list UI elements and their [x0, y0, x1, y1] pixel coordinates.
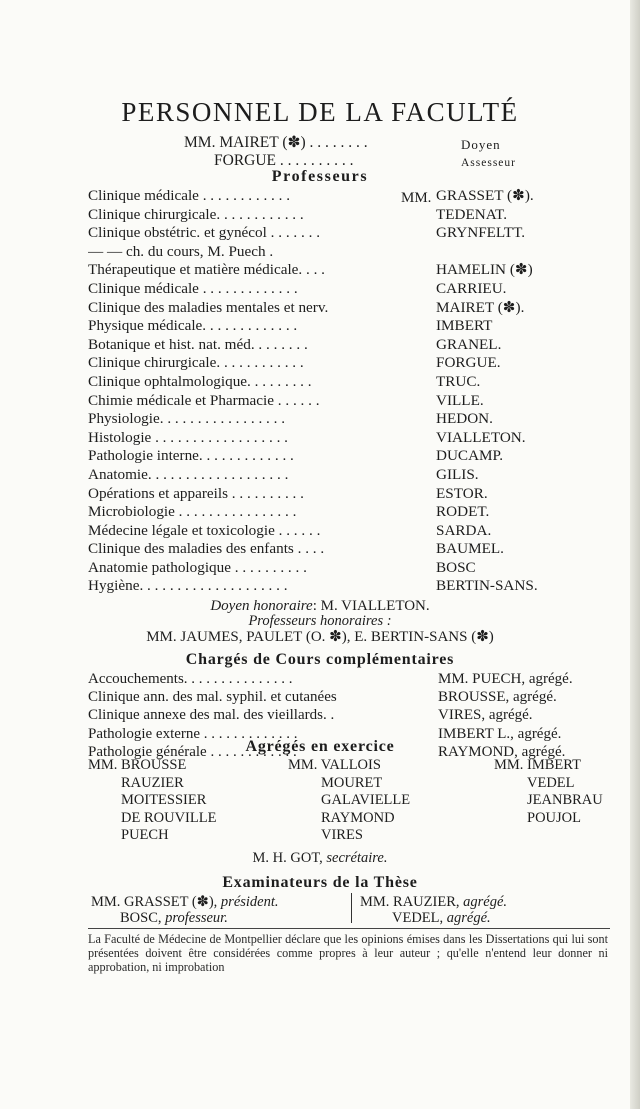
examinateur-name: VEDEL,: [392, 910, 444, 926]
professor-name: IMBERT: [436, 317, 493, 335]
professeur-row: [88, 392, 568, 411]
officer-role: Doyen: [461, 137, 501, 152]
chair-label: Clinique médicale . . . . . . . . . . . .: [88, 187, 291, 204]
chair-label: Clinique médicale . . . . . . . . . . . . .: [88, 279, 298, 297]
honoraire-value: : M. VIALLETON.: [312, 598, 430, 614]
examinateur-left-2: [120, 909, 228, 927]
charge-row: [88, 688, 588, 706]
chair-label: Microbiologie . . . . . . . . . . . . . . . .: [88, 503, 297, 521]
secretaire-line: [0, 849, 640, 867]
lecturer-name: RAYMOND, agrégé.: [438, 743, 566, 760]
professeur-row: [88, 466, 568, 485]
professor-name: GILIS.: [436, 465, 479, 483]
professeur-row: [88, 559, 568, 578]
professeur-row: [88, 354, 568, 373]
examinateur-name: MM. GRASSET (✽),: [91, 894, 218, 910]
professor-name: GRASSET (✽).: [436, 187, 534, 204]
examinateur-role: agrégé.: [446, 910, 491, 926]
agrege-name: POUJOL: [527, 809, 581, 826]
agrege-name: MOURET: [321, 774, 383, 791]
professeur-row: [88, 261, 568, 280]
professeur-row: [88, 280, 568, 299]
agreges-columns: [88, 757, 608, 845]
chair-label: Thérapeutique et matière médicale. . . .: [88, 261, 325, 279]
professeur-row: [88, 243, 568, 262]
professor-name: HEDON.: [436, 410, 493, 428]
chair-label: Physiologie. . . . . . . . . . . . . . . . .: [88, 410, 286, 428]
page-edge: [630, 0, 640, 1109]
chair-label: — — ch. du cours, M. Puech .: [88, 242, 274, 260]
agrege-name: RAUZIER: [121, 774, 184, 791]
prof-honoraires-label: Professeurs honoraires :: [248, 613, 392, 629]
professeur-row: [88, 577, 568, 596]
professeur-row: [88, 485, 568, 504]
agrege-name: MOITESSIER: [121, 792, 207, 809]
agrege-name: VIRES: [321, 827, 363, 844]
course-label: Accouchements. . . . . . . . . . . . . . .: [88, 671, 293, 687]
chair-label: Botanique et hist. nat. méd. . . . . . . .: [88, 335, 308, 353]
lecturer-name: VIRES, agrégé.: [438, 707, 533, 724]
lecturer-name: MM. PUECH, agrégé.: [438, 671, 573, 687]
course-label: Clinique annexe des mal. des vieillards. .: [88, 707, 335, 724]
chair-label: Physique médicale. . . . . . . . . . . . .: [88, 317, 298, 335]
professor-name: VILLE.: [436, 391, 484, 409]
examinateur-name: MM. RAUZIER,: [360, 894, 460, 910]
agrege-name: PUECH: [121, 827, 169, 844]
honoraire-label: Doyen honoraire: [210, 598, 313, 614]
examinateur-role: professeur.: [165, 910, 228, 926]
agrege-name: JEANBRAU: [527, 792, 603, 809]
lecturer-name: IMBERT L., agrégé.: [438, 725, 562, 742]
chair-label: Anatomie. . . . . . . . . . . . . . . . . . .: [88, 465, 289, 483]
section-heading-examinateurs: Examinateurs de la Thèse: [222, 874, 418, 891]
disclaimer-note: La Faculté de Médecine de Montpellier déclare que les opinions émises dans les Dissertations qui lui sont présentées doivent être considérées comme propres à leur auteur ; qu'elle n'entend leur donner ni approbation, ni improbation: [88, 932, 608, 975]
professor-name: ESTOR.: [436, 484, 488, 502]
examinateur-role: président.: [220, 894, 279, 910]
professeur-row: [88, 299, 568, 318]
examinateur-role: agrégé.: [463, 894, 508, 910]
professor-name: TRUC.: [436, 372, 481, 390]
officer-names: FORGUE . . . . . . . . . .: [214, 152, 354, 169]
professeur-row: [88, 317, 568, 336]
professeur-row: [88, 429, 568, 448]
chair-label: Clinique ophtalmologique. . . . . . . . .: [88, 372, 312, 390]
examinateur-right-2: [392, 909, 491, 927]
professor-name: FORGUE.: [436, 354, 501, 372]
chair-label: Anatomie pathologique . . . . . . . . . .: [88, 558, 307, 576]
charge-row: [88, 670, 588, 688]
chair-label: Clinique des maladies mentales et nerv.: [88, 298, 329, 316]
agrege-name: VEDEL: [527, 774, 575, 791]
column-divider: [351, 893, 352, 923]
chair-label: Chimie médicale et Pharmacie . . . . . .: [88, 391, 320, 409]
charge-row: [88, 706, 588, 724]
professeur-row: [88, 336, 568, 355]
chair-label: Clinique des maladies des enfants . . . .: [88, 540, 325, 558]
professeur-row: [88, 373, 568, 392]
professor-name: TEDENAT.: [436, 205, 507, 223]
agrege-name: MM. IMBERT: [494, 757, 581, 773]
agrege-name: MM. BROUSSE: [88, 757, 187, 773]
examinateur-name: BOSC,: [120, 910, 162, 926]
agrege-name: MM. VALLOIS: [288, 757, 381, 773]
professor-name: HAMELIN (✽): [436, 261, 533, 279]
mm-label: MM.: [401, 190, 432, 206]
professor-name: GRYNFELTT.: [436, 224, 526, 242]
agreges-column: [494, 757, 603, 845]
professeur-row: [88, 503, 568, 522]
secretaire-name: M. H. GOT,: [252, 850, 323, 866]
professor-name: GRANEL.: [436, 335, 502, 353]
professeur-row: [88, 206, 568, 225]
chair-label: Hygiène. . . . . . . . . . . . . . . . . . . .: [88, 577, 288, 595]
professor-name: MAIRET (✽).: [436, 298, 525, 316]
professeur-row: [88, 187, 568, 206]
chair-label: Opérations et appareils . . . . . . . . . .: [88, 484, 304, 502]
lecturer-name: BROUSSE, agrégé.: [438, 689, 557, 706]
professor-name: BERTIN-SANS.: [436, 577, 538, 595]
divider-rule: [88, 928, 610, 929]
chair-label: Clinique chirurgicale. . . . . . . . . . . .: [88, 205, 304, 223]
page-title: PERSONNEL DE LA FACULTÉ: [121, 97, 519, 127]
professeurs-list: [88, 187, 568, 596]
chair-label: Clinique obstétric. et gynécol . . . . . . .: [88, 224, 320, 242]
secretaire-role: secrétaire.: [326, 850, 388, 866]
agrege-name: RAYMOND: [321, 809, 395, 826]
section-heading-charges: Chargés de Cours complémentaires: [185, 651, 455, 668]
officer-names: MM. MAIRET (✽) . . . . . . . .: [184, 134, 368, 151]
agreges-column: [88, 757, 288, 845]
agreges-column: [288, 757, 494, 845]
officer-doyen: [184, 134, 368, 152]
agrege-name: GALAVIELLE: [321, 792, 411, 809]
course-label: Pathologie générale . . . . . . . . . . . .: [88, 743, 297, 760]
professeur-row: [88, 410, 568, 429]
professeur-row: [88, 522, 568, 541]
chair-label: Histologie . . . . . . . . . . . . . . . . . .: [88, 428, 288, 446]
chair-label: Clinique chirurgicale. . . . . . . . . . . .: [88, 354, 304, 372]
chair-label: Médecine légale et toxicologie . . . . . .: [88, 521, 321, 539]
course-label: Pathologie externe . . . . . . . . . . . . .: [88, 725, 298, 742]
chair-label: Pathologie interne. . . . . . . . . . . . .: [88, 447, 294, 465]
agrege-name: DE ROUVILLE: [121, 809, 217, 826]
professor-name: BAUMEL.: [436, 540, 504, 558]
professor-name: DUCAMP.: [436, 447, 504, 465]
prof-honoraires-names: MM. JAUMES, PAULET (O. ✽), E. BERTIN-SANS (✽): [146, 629, 494, 645]
professeur-row: [88, 540, 568, 559]
professeur-row: [88, 447, 568, 466]
professor-name: VIALLETON.: [436, 428, 526, 446]
professor-name: RODET.: [436, 503, 490, 521]
section-heading-professeurs: Professeurs: [271, 168, 369, 185]
course-label: Clinique ann. des mal. syphil. et cutanées: [88, 689, 337, 706]
professor-name: CARRIEU.: [436, 279, 507, 297]
professor-name: BOSC: [436, 558, 476, 576]
officer-role: Assesseur: [461, 157, 516, 169]
section-heading-agreges: Agrégés en exercice: [245, 738, 395, 755]
professor-name: SARDA.: [436, 521, 492, 539]
professeur-row: [88, 224, 568, 243]
